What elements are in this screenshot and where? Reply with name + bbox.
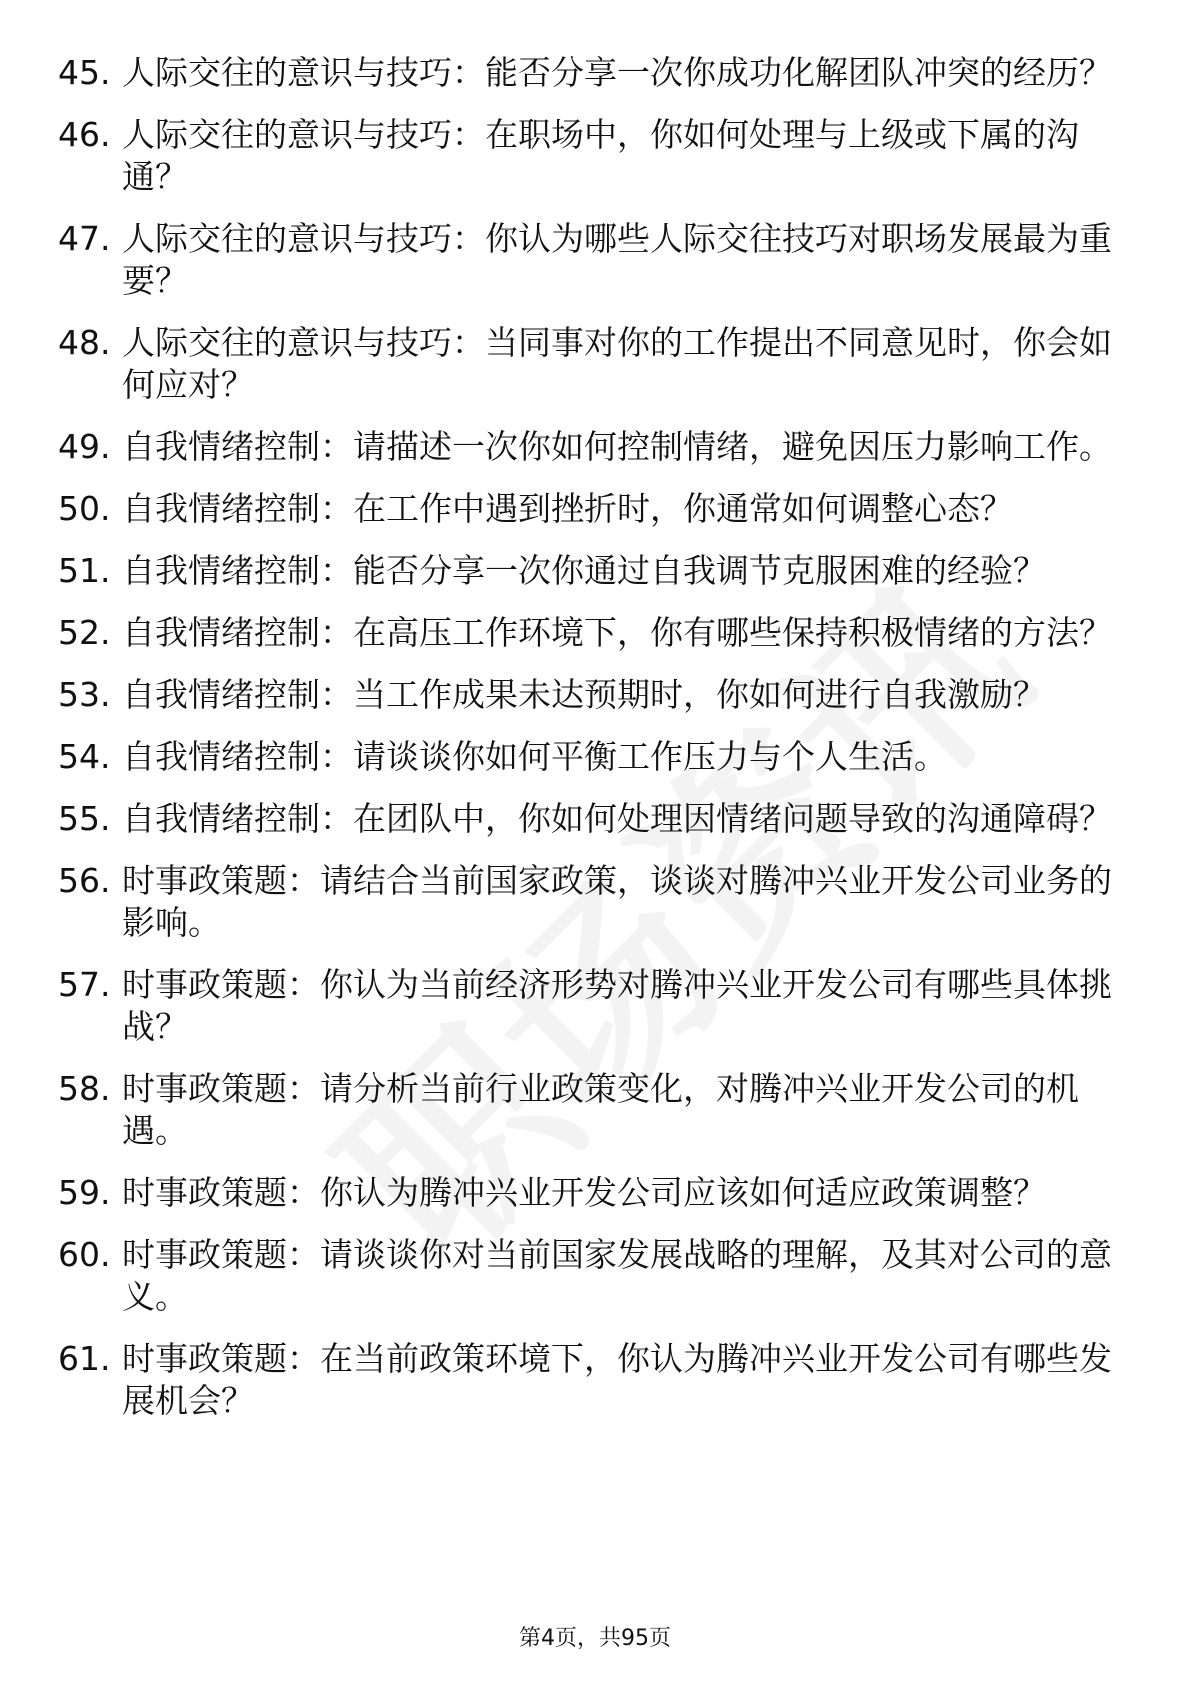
question-text: 时事政策题：你认为当前经济形势对腾冲兴业开发公司有哪些具体挑战？ [122,965,1112,1046]
question-text: 时事政策题：请谈谈你对当前国家发展战略的理解，及其对公司的意义。 [122,1235,1112,1316]
question-list [58,52,1138,1442]
question-text: 自我情绪控制：在工作中遇到挫折时，你通常如何调整心态？ [122,489,1013,528]
question-text: 时事政策题：请结合当前国家政策，谈谈对腾冲兴业开发公司业务的影响。 [122,861,1112,942]
list-item [58,674,1138,716]
list-item [58,612,1138,654]
question-number: 48. [58,323,111,362]
list-item [58,488,1138,530]
list-item [58,52,1138,94]
list-item [58,736,1138,778]
list-item [58,964,1138,1048]
question-number: 59. [58,1173,111,1212]
question-number: 55. [58,799,111,838]
list-item [58,798,1138,840]
question-text: 自我情绪控制：在高压工作环境下，你有哪些保持积极情绪的方法？ [122,613,1112,652]
list-item [58,322,1138,406]
question-number: 57. [58,965,111,1004]
question-number: 49. [58,427,111,466]
list-item [58,550,1138,592]
list-item [58,1172,1138,1214]
question-text: 人际交往的意识与技巧：在职场中，你如何处理与上级或下属的沟通？ [122,115,1079,196]
question-number: 60. [58,1235,111,1274]
page-number-label: 第4页，共95页 [519,1626,671,1651]
question-text: 自我情绪控制：请描述一次你如何控制情绪，避免因压力影响工作。 [122,427,1112,466]
list-item [58,1068,1138,1152]
question-number: 56. [58,861,111,900]
question-text: 自我情绪控制：请谈谈你如何平衡工作压力与个人生活。 [122,737,947,776]
question-text: 自我情绪控制：能否分享一次你通过自我调节克服困难的经验？ [122,551,1046,590]
list-item [58,1234,1138,1318]
question-number: 45. [58,53,111,92]
list-item [58,426,1138,468]
question-number: 46. [58,115,111,154]
question-number: 53. [58,675,111,714]
question-number: 47. [58,219,111,258]
question-number: 61. [58,1339,111,1378]
question-number: 52. [58,613,111,652]
question-text: 人际交往的意识与技巧：能否分享一次你成功化解团队冲突的经历？ [122,53,1112,92]
page-footer [0,1624,1190,1654]
list-item [58,1338,1138,1422]
question-number: 58. [58,1069,111,1108]
question-text: 自我情绪控制：在团队中，你如何处理因情绪问题导致的沟通障碍？ [122,799,1112,838]
question-text: 自我情绪控制：当工作成果未达预期时，你如何进行自我激励？ [122,675,1046,714]
list-item [58,860,1138,944]
question-number: 50. [58,489,111,528]
question-number: 51. [58,551,111,590]
question-text: 时事政策题：你认为腾冲兴业开发公司应该如何适应政策调整？ [122,1173,1046,1212]
question-number: 54. [58,737,111,776]
question-text: 人际交往的意识与技巧：当同事对你的工作提出不同意见时，你会如何应对？ [122,323,1112,404]
question-text: 时事政策题：在当前政策环境下，你认为腾冲兴业开发公司有哪些发展机会？ [122,1339,1112,1420]
question-text: 人际交往的意识与技巧：你认为哪些人际交往技巧对职场发展最为重要？ [122,219,1112,300]
question-text: 时事政策题：请分析当前行业政策变化，对腾冲兴业开发公司的机遇。 [122,1069,1079,1150]
list-item [58,218,1138,302]
list-item [58,114,1138,198]
